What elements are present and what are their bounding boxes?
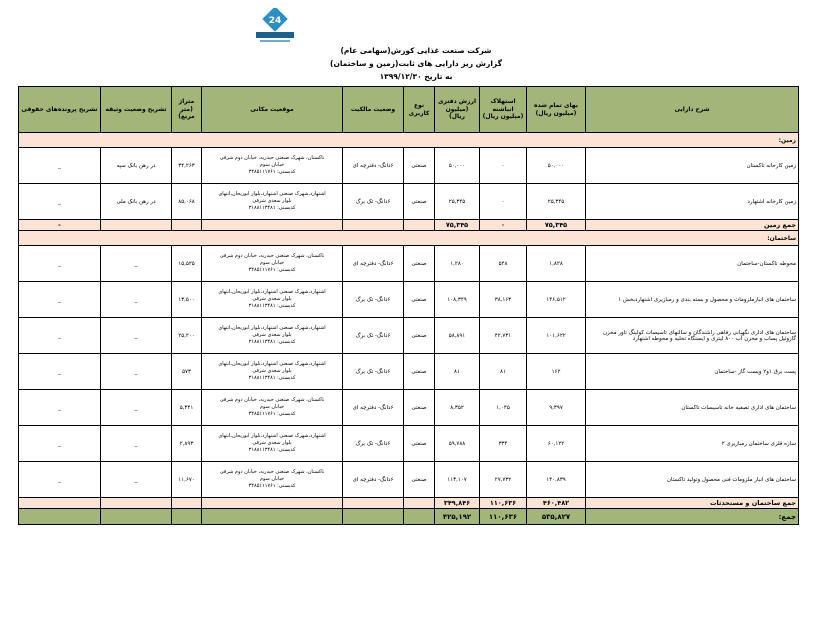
- table-row: [19, 184, 799, 220]
- address-line: کدپستی: ۳۴۸۵۱۱۱۷۶۱: [248, 410, 296, 417]
- cell-own: ۶دانگ- تک برگ: [343, 426, 404, 462]
- address-line: بلوار سعدی شرقی: [252, 440, 292, 447]
- address-cell: [202, 148, 343, 184]
- cell-dep: ۸۱: [480, 354, 527, 390]
- table-header-row: [19, 87, 799, 133]
- address-cell: [202, 426, 343, 462]
- total-book-value: ۷۵,۳۴۵: [435, 220, 480, 231]
- cell-own: ۶دانگ- دفترچه ای: [343, 148, 404, 184]
- cell-book: ۸,۳۵۲: [435, 390, 480, 426]
- address-line: کدپستی: ۳۴۸۵۱۱۱۷۶۱: [248, 266, 296, 273]
- cell-cost: ۱۴۰,۸۳۹: [527, 462, 586, 498]
- cell-usage: صنعتی: [404, 318, 435, 354]
- address-cell: [202, 282, 343, 318]
- cell-own: ۶دانگ- تک برگ: [343, 184, 404, 220]
- cell-cost: ۱۴۶,۵۱۲: [527, 282, 586, 318]
- cell-dep: ۳۳۴: [480, 426, 527, 462]
- cell-area: ۱۱,۶۷۰: [172, 462, 202, 498]
- cell-desc: زمین کارخانه تاکستان: [586, 148, 799, 184]
- column-header: بهای تمام شده (میلیون ریال): [527, 87, 586, 133]
- address-line: بلوار سعدی شرقی: [252, 332, 292, 339]
- cell-area: ۵۷۳: [172, 354, 202, 390]
- address-cell: [202, 462, 343, 498]
- cell-area: ۵,۳۴۱: [172, 390, 202, 426]
- column-header: تشریح وضعیت وثیقه: [101, 87, 172, 133]
- cell-coll: _: [101, 390, 172, 426]
- column-header: وضعیت مالکیت: [343, 87, 404, 133]
- empty-cell: [343, 220, 404, 231]
- empty-cell: [404, 498, 435, 509]
- cell-legal: _: [19, 318, 101, 354]
- cell-cost: ۵۰,۰۰۰: [527, 148, 586, 184]
- total-legal: [19, 498, 101, 509]
- cell-area: ۳۴,۲۶۳: [172, 148, 202, 184]
- cell-own: ۶دانگ- دفترچه ای: [343, 390, 404, 426]
- address-line: تاکستان، شهرک صنعتی حیدریه، خیابان دوم شرقی: [219, 253, 325, 260]
- cell-cost: ۱۶۲: [527, 354, 586, 390]
- bourse-logo: [252, 8, 298, 46]
- cell-coll: _: [101, 318, 172, 354]
- total-depreciation: ۱۱۰,۶۳۶: [480, 498, 527, 509]
- cell-desc: پست برق ۱و۲ ویست گاز -ساختمان: [586, 354, 799, 390]
- cell-usage: صنعتی: [404, 184, 435, 220]
- company-name: شرکت صنعت غذایی کورش(سهامی عام): [340, 46, 492, 55]
- section-title: ساختمان:: [19, 231, 799, 246]
- cell-legal: _: [19, 184, 101, 220]
- empty-cell: [101, 498, 172, 509]
- empty-cell: [404, 220, 435, 231]
- cell-dep: ۲۷,۷۳۲: [480, 462, 527, 498]
- section-header-row: [19, 231, 799, 246]
- table-row: [19, 354, 799, 390]
- address-cell: [202, 390, 343, 426]
- cell-coll: _: [101, 246, 172, 282]
- address-line: اشتهارد،شهرک صنعتی اشتهارد،بلوار ابوریحان،انتهای: [218, 289, 326, 296]
- empty-cell: [172, 220, 202, 231]
- column-header: ارزش دفتری (میلیون ریال): [435, 87, 480, 133]
- cell-area: ۱۵,۵۲۵: [172, 246, 202, 282]
- address-cell: [202, 246, 343, 282]
- cell-usage: صنعتی: [404, 148, 435, 184]
- cell-own: ۶دانگ- تک برگ: [343, 354, 404, 390]
- cell-own: ۶دانگ- تک برگ: [343, 318, 404, 354]
- empty-cell: [202, 220, 343, 231]
- table-row: [19, 246, 799, 282]
- address-line: خیابان سوم: [259, 260, 285, 267]
- section-title: زمین:: [19, 133, 799, 148]
- address-line: کدپستی: ۳۱۸۸۱۱۳۴۸۱: [248, 204, 296, 211]
- address-cell: [202, 354, 343, 390]
- report-title: گزارش ریز دارایی های ثابت(زمین و ساختمان): [330, 59, 502, 68]
- cell-book: ۸۱: [435, 354, 480, 390]
- cell-legal: _: [19, 462, 101, 498]
- address-line: کدپستی: ۳۱۸۸۱۱۳۴۸۱: [248, 338, 296, 345]
- address-line: بلوار سعدی شرقی: [252, 198, 292, 205]
- column-header: موقعیت مکانی: [202, 87, 343, 133]
- table-row: [19, 318, 799, 354]
- cell-desc: ساختمان های اداری تصفیه خانه تاسیسات تاکستان: [586, 390, 799, 426]
- address-line: اشتهارد،شهرک صنعتی اشتهارد،بلوار ابوریحان،انتهای: [218, 433, 326, 440]
- cell-area: ۱۳,۵۰۰: [172, 282, 202, 318]
- cell-book: ۱۰۸,۳۴۹: [435, 282, 480, 318]
- cell-area: ۲,۸۹۳: [172, 426, 202, 462]
- cell-usage: صنعتی: [404, 426, 435, 462]
- column-header: متراژ (متر مربع): [172, 87, 202, 133]
- cell-book: ۲۵,۳۴۵: [435, 184, 480, 220]
- table-row: [19, 426, 799, 462]
- cell-usage: صنعتی: [404, 246, 435, 282]
- cell-book: ۵۰,۰۰۰: [435, 148, 480, 184]
- table-row: [19, 462, 799, 498]
- total-cost: ۷۵,۳۴۵: [527, 220, 586, 231]
- cell-dep: ۴۲,۷۳۱: [480, 318, 527, 354]
- address-line: خیابان سوم: [259, 476, 285, 483]
- cell-cost: ۶۰,۱۲۲: [527, 426, 586, 462]
- cell-legal: _: [19, 426, 101, 462]
- empty-cell: [202, 498, 343, 509]
- cell-own: ۶دانگ- دفترچه ای: [343, 462, 404, 498]
- address-line: کدپستی: ۳۴۸۵۱۱۱۷۶۱: [248, 482, 296, 489]
- address-line: خیابان سوم: [259, 404, 285, 411]
- address-line: اشتهارد،شهرک صنعتی اشتهارد،بلوار ابوریحان،انتهای: [218, 361, 326, 368]
- column-header: نوع کاربری: [404, 87, 435, 133]
- address-line: تاکستان، شهرک صنعتی حیدریه، خیابان دوم شرقی: [219, 397, 325, 404]
- cell-cost: ۲۵,۳۴۵: [527, 184, 586, 220]
- cell-coll: در رهن بانک سپه: [101, 148, 172, 184]
- svg-text:24: 24: [268, 16, 282, 26]
- cell-desc: ساختمان های انبارملزومات و محصول و بسته بندی و رمبازیری اشتهاردبخش ۱: [586, 282, 799, 318]
- cell-dep: ۰: [480, 184, 527, 220]
- address-line: بلوار سعدی شرقی: [252, 368, 292, 375]
- total-cost: ۴۶۰,۴۸۲: [527, 498, 586, 509]
- address-line: اشتهارد،شهرک صنعتی اشتهارد،بلوار ابوریحان،انتهای: [218, 191, 326, 198]
- address-line: اشتهارد،شهرک صنعتی اشتهارد،بلوار ابوریحان،انتهای: [218, 325, 326, 332]
- cell-legal: _: [19, 148, 101, 184]
- total-label: جمع زمین: [586, 220, 799, 231]
- cell-area: ۲۵,۲۰۰: [172, 318, 202, 354]
- empty-cell: [202, 509, 343, 525]
- cell-own: ۶دانگ- تک برگ: [343, 282, 404, 318]
- cell-desc: زمین کارخانه اشتهارد: [586, 184, 799, 220]
- address-line: کدپستی: ۳۱۸۸۱۱۳۴۸۱: [248, 446, 296, 453]
- grand-total-cost: ۵۳۵,۸۲۷: [527, 509, 586, 525]
- cell-dep: ۵۴۸: [480, 246, 527, 282]
- cell-cost: ۱,۸۲۸: [527, 246, 586, 282]
- section-header-row: [19, 133, 799, 148]
- total-book-value: ۳۴۹,۸۴۶: [435, 498, 480, 509]
- grand-total-row: [19, 509, 799, 525]
- cell-dep: ۰: [480, 148, 527, 184]
- empty-cell: [172, 509, 202, 525]
- cell-usage: صنعتی: [404, 462, 435, 498]
- grand-total-book-value: ۴۲۵,۱۹۲: [435, 509, 480, 525]
- grand-total-depreciation: ۱۱۰,۶۳۶: [480, 509, 527, 525]
- address-line: تاکستان، شهرک صنعتی حیدریه، خیابان دوم شرقی: [219, 155, 325, 162]
- cell-book: ۵۹,۷۸۸: [435, 426, 480, 462]
- fixed-assets-table: [18, 86, 799, 525]
- address-line: خیابان سوم: [259, 162, 285, 169]
- cell-book: ۵۸,۸۹۱: [435, 318, 480, 354]
- address-line: تاکستان، شهرک صنعتی حیدریه، خیابان دوم شرقی: [219, 469, 325, 476]
- cell-legal: _: [19, 390, 101, 426]
- address-line: کدپستی: ۳۴۸۵۱۱۱۷۶۱: [248, 168, 296, 175]
- cell-usage: صنعتی: [404, 354, 435, 390]
- address-line: کدپستی: ۳۱۸۸۱۱۳۴۸۱: [248, 302, 296, 309]
- total-legal: -: [19, 220, 101, 231]
- empty-cell: [404, 509, 435, 525]
- cell-legal: _: [19, 282, 101, 318]
- address-cell: [202, 318, 343, 354]
- address-line: بلوار سعدی شرقی: [252, 296, 292, 303]
- cell-dep: ۱,۰۴۵: [480, 390, 527, 426]
- cell-usage: صنعتی: [404, 390, 435, 426]
- grand-total-label: جمع:: [586, 509, 799, 525]
- report-date: به تاریخ ۱۳۹۹/۱۲/۳۰: [379, 72, 453, 81]
- cell-coll: _: [101, 354, 172, 390]
- cell-book: ۱,۲۸۰: [435, 246, 480, 282]
- empty-cell: [101, 220, 172, 231]
- section-total-row: [19, 220, 799, 231]
- cell-coll: _: [101, 426, 172, 462]
- table-row: [19, 148, 799, 184]
- column-header: استهلاک انباشته (میلیون ریال): [480, 87, 527, 133]
- cell-coll: در رهن بانک ملی: [101, 184, 172, 220]
- cell-coll: _: [101, 462, 172, 498]
- cell-legal: _: [19, 246, 101, 282]
- cell-desc: ساختمان های انبار ملزومات فنی محصول وتولید تاکستان: [586, 462, 799, 498]
- section-total-row: [19, 498, 799, 509]
- cell-book: ۱۱۳,۱۰۷: [435, 462, 480, 498]
- cell-desc: محوطه تاکستان-ساختمان: [586, 246, 799, 282]
- cell-area: ۸۵,۰۶۸: [172, 184, 202, 220]
- table-row: [19, 390, 799, 426]
- table-row: [19, 282, 799, 318]
- address-cell: [202, 184, 343, 220]
- cell-desc: سازه فلزی ساختمان رمبازیری ۲: [586, 426, 799, 462]
- column-header: شرح دارایی: [586, 87, 799, 133]
- cell-coll: _: [101, 282, 172, 318]
- column-header: تشریح پرونده‌های حقوقی: [19, 87, 101, 133]
- cell-own: ۶دانگ- دفترچه ای: [343, 246, 404, 282]
- address-line: کدپستی: ۳۱۸۸۱۱۳۴۸۱: [248, 374, 296, 381]
- cell-cost: ۱۰۱,۶۲۲: [527, 318, 586, 354]
- cell-cost: ۹,۳۹۷: [527, 390, 586, 426]
- empty-cell: [101, 509, 172, 525]
- empty-cell: [19, 509, 101, 525]
- empty-cell: [343, 498, 404, 509]
- empty-cell: [343, 509, 404, 525]
- total-depreciation: ۰: [480, 220, 527, 231]
- cell-usage: صنعتی: [404, 282, 435, 318]
- cell-desc: ساختمان های اداری نگهبانی رفاهی راشندگان و سالنهای تاسیسات کولینگ تاور مخزن گازوئیل پساب و مخزن آب ۸۰۰ لیتری و ایستگاه تخلیه و محوطه اشتهارد: [586, 318, 799, 354]
- empty-cell: [172, 498, 202, 509]
- total-label: جمع ساختمان و مستحدثات: [586, 498, 799, 509]
- cell-dep: ۳۸,۱۶۳: [480, 282, 527, 318]
- cell-legal: _: [19, 354, 101, 390]
